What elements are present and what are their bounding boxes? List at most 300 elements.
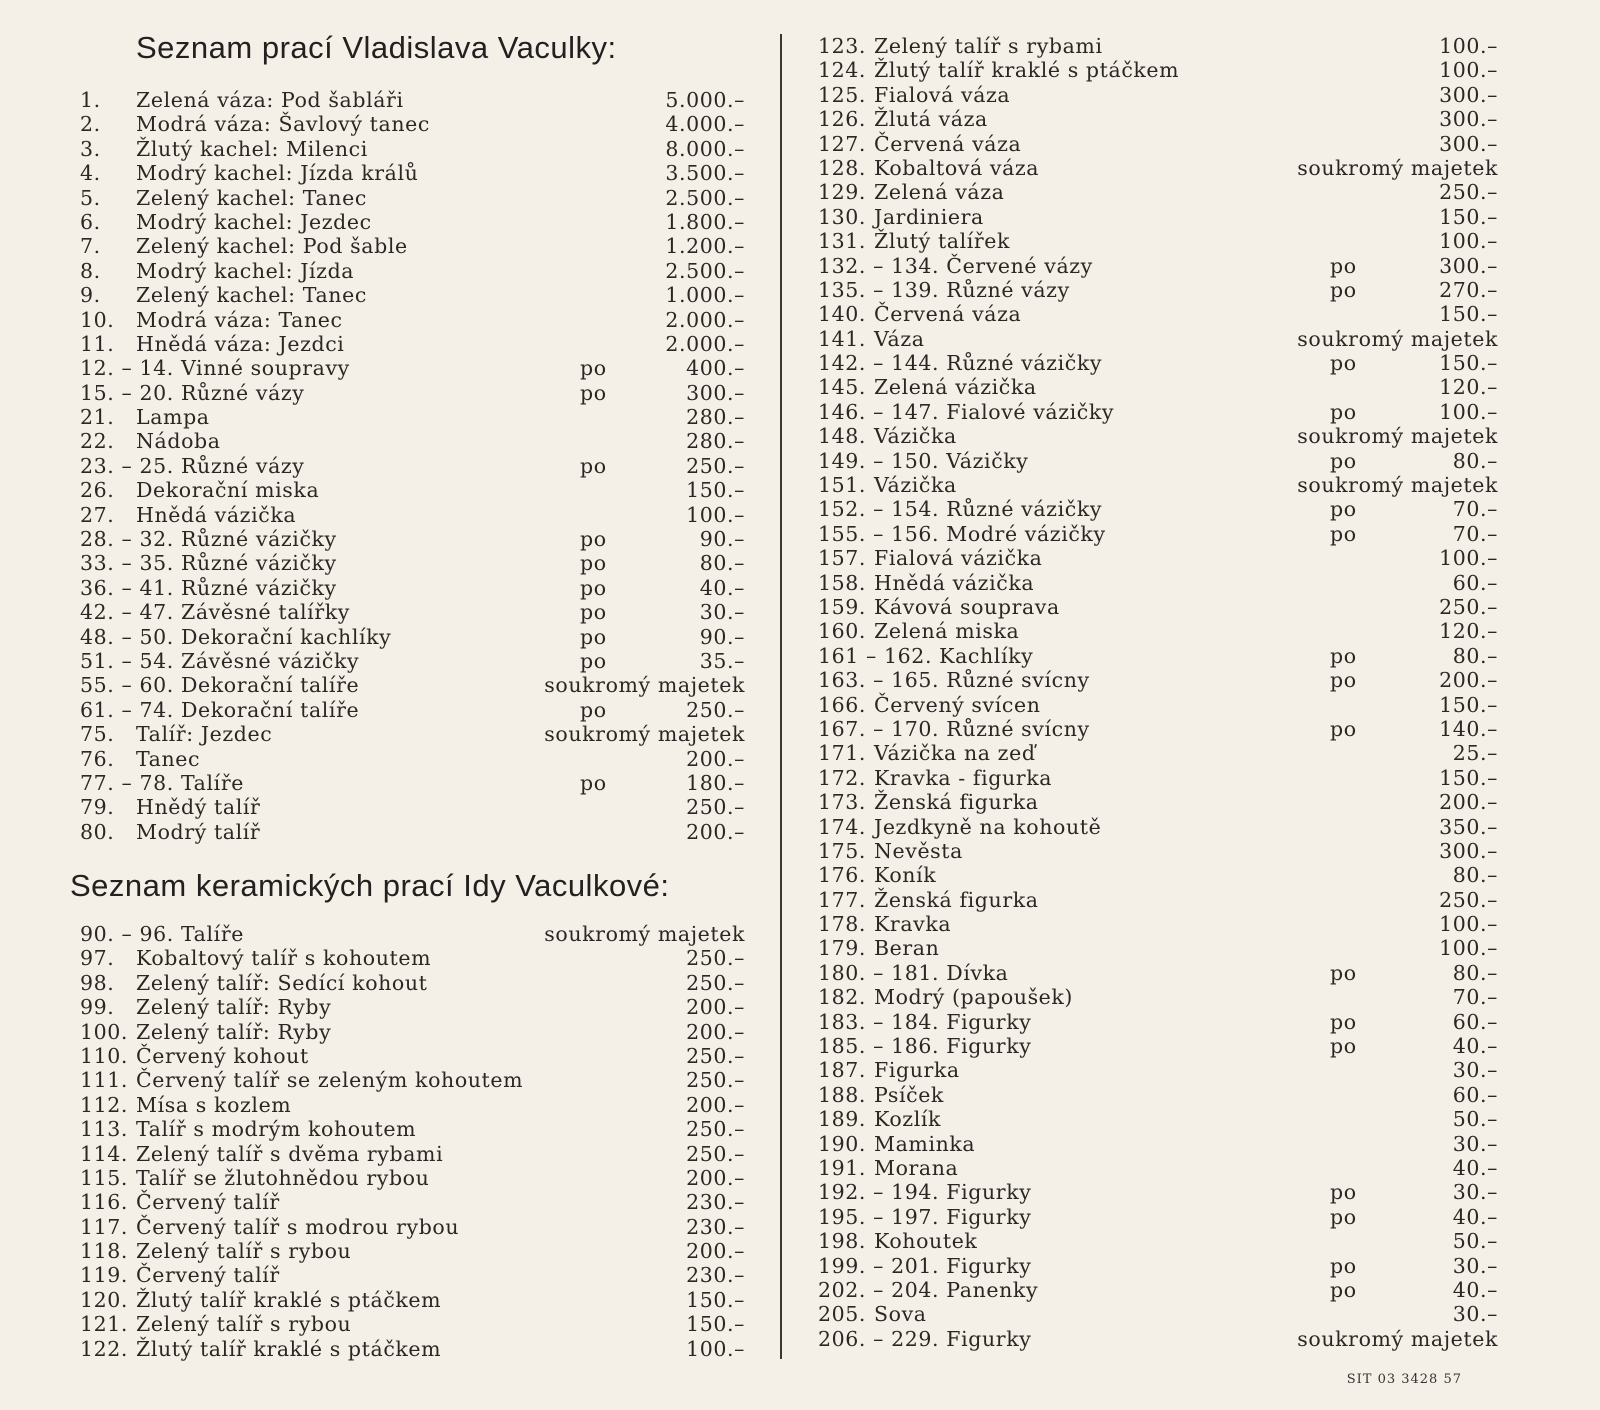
item-num: 145. bbox=[818, 375, 867, 400]
item-name: 152. – 154. Různé vázičky bbox=[818, 497, 1103, 522]
list-item bbox=[80, 332, 745, 356]
item-name: 23. – 25. Různé vázy bbox=[80, 453, 305, 478]
item-name: Žlutý talíř kraklé s ptáčkem bbox=[874, 58, 1180, 83]
item-name: 28. – 32. Různé vázičky bbox=[80, 527, 337, 552]
item-num: 125. bbox=[818, 82, 867, 107]
list-item bbox=[818, 1254, 1498, 1278]
item-price: 5.000.– bbox=[665, 88, 745, 112]
item-num: 100. bbox=[80, 1019, 129, 1044]
item-price: 250.– bbox=[686, 1043, 745, 1068]
list-item bbox=[80, 551, 745, 575]
item-num: 175. bbox=[818, 838, 867, 863]
item-price: 200.– bbox=[686, 995, 745, 1020]
item-price: 400.– bbox=[686, 356, 745, 381]
item-price: 40.– bbox=[1452, 1277, 1498, 1302]
item-num: 98. bbox=[80, 970, 115, 995]
item-name: 183. – 184. Figurky bbox=[818, 1009, 1032, 1034]
item-po: po bbox=[580, 575, 607, 600]
item-num: 166. bbox=[818, 692, 867, 717]
item-price: 80.– bbox=[1452, 960, 1498, 985]
item-num: 11. bbox=[80, 331, 115, 356]
item-name: 51. – 54. Závěsné vázičky bbox=[80, 648, 360, 673]
item-name: Zelená váza bbox=[874, 180, 1005, 205]
item-num: 131. bbox=[818, 229, 867, 254]
list-item bbox=[80, 137, 745, 161]
item-name: Váza bbox=[874, 326, 925, 351]
list-item bbox=[818, 1034, 1498, 1058]
item-num: 157. bbox=[818, 546, 867, 571]
item-num: 174. bbox=[818, 814, 867, 839]
item-price: 200.– bbox=[1439, 668, 1498, 693]
item-name: Červený talíř bbox=[136, 1263, 280, 1288]
list-item bbox=[818, 1327, 1498, 1351]
list-item bbox=[80, 381, 745, 405]
item-price: soukromý majetek bbox=[1297, 326, 1498, 351]
item-price: 50.– bbox=[1452, 1107, 1498, 1132]
item-po: po bbox=[580, 453, 607, 478]
list-item bbox=[818, 741, 1498, 765]
item-name: Ženská figurka bbox=[874, 887, 1039, 912]
item-price: 35.– bbox=[699, 648, 745, 673]
item-name: 77. – 78. Talíře bbox=[80, 770, 244, 795]
item-name: Kravka bbox=[874, 912, 952, 937]
list-item bbox=[818, 1083, 1498, 1107]
item-price: 25.– bbox=[1452, 741, 1498, 766]
item-name: Červený talíř s modrou rybou bbox=[136, 1214, 460, 1239]
item-name: Hnědá váza: Jezdci bbox=[136, 331, 345, 356]
item-price: 200.– bbox=[686, 746, 745, 771]
item-price: 120.– bbox=[1439, 619, 1498, 644]
item-po: po bbox=[1330, 351, 1357, 376]
item-price: 30.– bbox=[1452, 1180, 1498, 1205]
item-price: 250.– bbox=[686, 795, 745, 820]
list-item bbox=[80, 722, 745, 746]
item-price: 100.– bbox=[686, 502, 745, 527]
item-num: 121. bbox=[80, 1312, 129, 1337]
item-name: Fialová vázička bbox=[874, 546, 1043, 571]
item-num: 177. bbox=[818, 887, 867, 912]
item-name: 202. – 204. Panenky bbox=[818, 1277, 1039, 1302]
item-name: 132. – 134. Červené vázy bbox=[818, 253, 1093, 278]
item-po: po bbox=[1330, 521, 1357, 546]
item-name: Zelená miska bbox=[874, 619, 1020, 644]
item-num: 75. bbox=[80, 722, 115, 747]
item-name: Červená váza bbox=[874, 302, 1022, 327]
item-price: 2.000.– bbox=[665, 307, 745, 332]
item-name: 12. – 14. Vinné soupravy bbox=[80, 356, 350, 381]
list-item bbox=[80, 283, 745, 307]
item-num: 80. bbox=[80, 819, 115, 844]
item-name: Zelený kachel: Pod šable bbox=[136, 234, 408, 259]
item-price: 200.– bbox=[686, 819, 745, 844]
item-price: 200.– bbox=[686, 1092, 745, 1117]
item-price: 230.– bbox=[686, 1214, 745, 1239]
item-price: 250.– bbox=[686, 970, 745, 995]
item-price: 250.– bbox=[686, 697, 745, 722]
item-price: 200.– bbox=[686, 1239, 745, 1264]
item-price: soukromý majetek bbox=[1297, 424, 1498, 449]
item-num: 128. bbox=[818, 155, 867, 180]
item-price: 1.200.– bbox=[665, 234, 745, 259]
item-price: 150.– bbox=[686, 1287, 745, 1312]
item-price: 3.500.– bbox=[665, 161, 745, 186]
list-vaculka bbox=[80, 88, 745, 844]
list-item bbox=[818, 522, 1498, 546]
list-item bbox=[818, 327, 1498, 351]
item-name: Jezdkyně na kohoutě bbox=[874, 814, 1102, 839]
item-name: 185. – 186. Figurky bbox=[818, 1034, 1032, 1059]
list-item bbox=[818, 571, 1498, 595]
list-item bbox=[80, 771, 745, 795]
item-num: 9. bbox=[80, 283, 101, 308]
item-name: Zelený talíř s dvěma rybami bbox=[136, 1141, 444, 1166]
list-item bbox=[818, 839, 1498, 863]
item-name: 61. – 74. Dekorační talíře bbox=[80, 697, 360, 722]
item-name: Hnědý talíř bbox=[136, 795, 261, 820]
list-item bbox=[80, 971, 745, 995]
item-num: 172. bbox=[818, 765, 867, 790]
item-num: 123. bbox=[818, 34, 867, 58]
list-item bbox=[818, 302, 1498, 326]
item-price: 150.– bbox=[1439, 351, 1498, 376]
list-item bbox=[80, 1239, 745, 1263]
item-price: 60.– bbox=[1452, 1082, 1498, 1107]
item-price: 100.– bbox=[1439, 912, 1498, 937]
list-item bbox=[818, 34, 1498, 58]
list-item bbox=[80, 576, 745, 600]
item-po: po bbox=[1330, 668, 1357, 693]
item-name: 149. – 150. Vázičky bbox=[818, 448, 1029, 473]
item-name: Hnědá vázička bbox=[874, 570, 1035, 595]
list-item bbox=[818, 156, 1498, 180]
item-name: 33. – 35. Různé vázičky bbox=[80, 551, 337, 576]
item-num: 120. bbox=[80, 1287, 129, 1312]
list-item bbox=[80, 1093, 745, 1117]
item-price: 80.– bbox=[1452, 863, 1498, 888]
item-name: Fialová váza bbox=[874, 82, 1011, 107]
item-name: 36. – 41. Různé vázičky bbox=[80, 575, 337, 600]
item-price: 30.– bbox=[699, 600, 745, 625]
item-name: 180. – 181. Dívka bbox=[818, 960, 1009, 985]
item-po: po bbox=[580, 624, 607, 649]
item-name: 135. – 139. Různé vázy bbox=[818, 277, 1070, 302]
item-price: 250.– bbox=[1439, 594, 1498, 619]
item-price: 150.– bbox=[1439, 302, 1498, 327]
item-price: 30.– bbox=[1452, 1253, 1498, 1278]
item-name: Žlutý talíř kraklé s ptáčkem bbox=[136, 1336, 442, 1361]
item-price: soukromý majetek bbox=[1297, 1326, 1498, 1351]
list-item bbox=[80, 429, 745, 453]
item-price: 1.800.– bbox=[665, 209, 745, 234]
item-price: 300.– bbox=[686, 380, 745, 405]
item-price: 100.– bbox=[1439, 399, 1498, 424]
list-item bbox=[80, 88, 745, 112]
item-name: Hnědá vázička bbox=[136, 502, 297, 527]
list-item bbox=[80, 478, 745, 502]
item-price: 150.– bbox=[686, 478, 745, 503]
item-num: 189. bbox=[818, 1107, 867, 1132]
item-name: Vázička na zeď bbox=[874, 741, 1036, 766]
item-price: soukromý majetek bbox=[1297, 155, 1498, 180]
list-item bbox=[818, 278, 1498, 302]
item-num: 151. bbox=[818, 473, 867, 498]
item-po: po bbox=[1330, 1034, 1357, 1059]
item-num: 124. bbox=[818, 58, 867, 83]
item-name: Dekorační miska bbox=[136, 478, 320, 503]
list-item bbox=[80, 527, 745, 551]
item-price: soukromý majetek bbox=[544, 922, 745, 946]
list-item bbox=[818, 351, 1498, 375]
item-po: po bbox=[1330, 1180, 1357, 1205]
item-price: 180.– bbox=[686, 770, 745, 795]
item-num: 26. bbox=[80, 478, 115, 503]
item-price: 2.500.– bbox=[665, 258, 745, 283]
list-item bbox=[818, 83, 1498, 107]
list-item bbox=[80, 210, 745, 234]
item-price: 80.– bbox=[699, 551, 745, 576]
list-item bbox=[818, 790, 1498, 814]
list-item bbox=[818, 497, 1498, 521]
item-price: 250.– bbox=[686, 1068, 745, 1093]
list-item bbox=[818, 205, 1498, 229]
item-name: Zelený talíř: Ryby bbox=[136, 995, 332, 1020]
list-item bbox=[818, 1278, 1498, 1302]
list-item bbox=[80, 747, 745, 771]
item-price: 100.– bbox=[1439, 546, 1498, 571]
list-item bbox=[818, 449, 1498, 473]
item-name: Zelený talíř: Sedící kohout bbox=[136, 970, 428, 995]
item-num: 171. bbox=[818, 741, 867, 766]
item-name: Modrá váza: Šavlový tanec bbox=[136, 112, 430, 137]
item-num: 117. bbox=[80, 1214, 129, 1239]
item-name: Kávová souprava bbox=[874, 594, 1060, 619]
list-item bbox=[818, 619, 1498, 643]
item-name: Kravka - figurka bbox=[874, 765, 1053, 790]
item-price: 120.– bbox=[1439, 375, 1498, 400]
item-price: 90.– bbox=[699, 527, 745, 552]
item-name: Talíř se žlutohnědou rybou bbox=[136, 1165, 430, 1190]
item-po: po bbox=[1330, 643, 1357, 668]
item-name: Žlutá váza bbox=[874, 107, 988, 132]
list-item bbox=[818, 180, 1498, 204]
item-name: Zelená vázička bbox=[874, 375, 1037, 400]
list-item bbox=[818, 1156, 1498, 1180]
item-name: 161 – 162. Kachlíky bbox=[818, 643, 1034, 668]
item-name: 206. – 229. Figurky bbox=[818, 1326, 1032, 1351]
item-name: Beran bbox=[874, 936, 940, 961]
list-item bbox=[818, 693, 1498, 717]
item-po: po bbox=[1330, 277, 1357, 302]
list-item bbox=[818, 1058, 1498, 1082]
footer-code: SIT 03 3428 57 bbox=[1346, 1372, 1462, 1387]
list-item bbox=[818, 961, 1498, 985]
item-num: 21. bbox=[80, 405, 115, 430]
list-item bbox=[818, 473, 1498, 497]
item-po: po bbox=[580, 551, 607, 576]
item-name: Zelený talíř: Ryby bbox=[136, 1019, 332, 1044]
list-item bbox=[818, 1107, 1498, 1131]
list-item bbox=[80, 1288, 745, 1312]
item-po: po bbox=[580, 600, 607, 625]
item-name: Žlutý kachel: Milenci bbox=[136, 136, 368, 161]
list-item bbox=[818, 936, 1498, 960]
list-item bbox=[818, 400, 1498, 424]
item-num: 122. bbox=[80, 1336, 129, 1361]
item-price: 250.– bbox=[686, 453, 745, 478]
list-item bbox=[818, 668, 1498, 692]
item-num: 127. bbox=[818, 131, 867, 156]
item-po: po bbox=[580, 380, 607, 405]
list-item bbox=[80, 922, 745, 946]
item-price: 60.– bbox=[1452, 1009, 1498, 1034]
item-price: 4.000.– bbox=[665, 112, 745, 137]
list-item bbox=[80, 698, 745, 722]
item-name: Tanec bbox=[136, 746, 201, 771]
item-num: 8. bbox=[80, 258, 101, 283]
item-price: 140.– bbox=[1439, 716, 1498, 741]
item-name: Kohoutek bbox=[874, 1229, 978, 1254]
item-num: 5. bbox=[80, 185, 101, 210]
item-name: Žlutý talíř kraklé s ptáčkem bbox=[136, 1287, 442, 1312]
item-price: 270.– bbox=[1439, 277, 1498, 302]
item-price: soukromý majetek bbox=[544, 722, 745, 747]
item-price: 60.– bbox=[1452, 570, 1498, 595]
item-num: 176. bbox=[818, 863, 867, 888]
item-num: 190. bbox=[818, 1131, 867, 1156]
item-price: 2.000.– bbox=[665, 331, 745, 356]
item-num: 191. bbox=[818, 1155, 867, 1180]
item-num: 160. bbox=[818, 619, 867, 644]
item-po: po bbox=[580, 527, 607, 552]
list-item bbox=[80, 356, 745, 380]
item-price: 100.– bbox=[1439, 936, 1498, 961]
list-item bbox=[818, 863, 1498, 887]
item-po: po bbox=[580, 697, 607, 722]
item-num: 1. bbox=[80, 88, 101, 112]
item-name: Zelený talíř s rybou bbox=[136, 1239, 352, 1264]
item-name: Modrý kachel: Jezdec bbox=[136, 209, 372, 234]
item-name: Zelená váza: Pod šabláři bbox=[136, 88, 404, 112]
item-name: 199. – 201. Figurky bbox=[818, 1253, 1032, 1278]
item-name: 192. – 194. Figurky bbox=[818, 1180, 1032, 1205]
item-name: Kozlík bbox=[874, 1107, 942, 1132]
item-num: 79. bbox=[80, 795, 115, 820]
item-name: Modrý kachel: Jízda králů bbox=[136, 161, 419, 186]
item-price: 300.– bbox=[1439, 107, 1498, 132]
item-price: 40.– bbox=[1452, 1155, 1498, 1180]
item-name: Koník bbox=[874, 863, 937, 888]
list-item bbox=[818, 58, 1498, 82]
item-num: 114. bbox=[80, 1141, 129, 1166]
item-price: 250.– bbox=[686, 1141, 745, 1166]
list-item bbox=[818, 595, 1498, 619]
item-num: 6. bbox=[80, 209, 101, 234]
list-item bbox=[80, 112, 745, 136]
item-price: 300.– bbox=[1439, 838, 1498, 863]
item-price: 40.– bbox=[1452, 1034, 1498, 1059]
list-item bbox=[818, 1010, 1498, 1034]
item-price: 70.– bbox=[1452, 497, 1498, 522]
item-price: 40.– bbox=[699, 575, 745, 600]
list-item bbox=[80, 259, 745, 283]
item-po: po bbox=[1330, 253, 1357, 278]
item-num: 140. bbox=[818, 302, 867, 327]
item-name: Vázička bbox=[874, 473, 957, 498]
item-name: Mísa s kozlem bbox=[136, 1092, 292, 1117]
item-num: 4. bbox=[80, 161, 101, 186]
list-item bbox=[818, 229, 1498, 253]
item-name: Modrý kachel: Jízda bbox=[136, 258, 355, 283]
item-num: 10. bbox=[80, 307, 115, 332]
item-price: soukromý majetek bbox=[544, 673, 745, 698]
item-price: 30.– bbox=[1452, 1058, 1498, 1083]
item-name: Červená váza bbox=[874, 131, 1022, 156]
item-name: 42. – 47. Závěsné talířky bbox=[80, 600, 350, 625]
item-num: 97. bbox=[80, 946, 115, 971]
list-item bbox=[818, 1180, 1498, 1204]
list-item bbox=[80, 1215, 745, 1239]
item-name: Červený talíř se zeleným kohoutem bbox=[136, 1068, 524, 1093]
item-name: Jardiniera bbox=[874, 204, 984, 229]
list-item bbox=[80, 1312, 745, 1336]
item-name: 55. – 60. Dekorační talíře bbox=[80, 673, 360, 698]
list-item bbox=[818, 1302, 1498, 1326]
item-price: 40.– bbox=[1452, 1204, 1498, 1229]
item-num: 7. bbox=[80, 234, 101, 259]
item-price: 300.– bbox=[1439, 82, 1498, 107]
item-num: 130. bbox=[818, 204, 867, 229]
list-item bbox=[80, 503, 745, 527]
list-item bbox=[80, 1117, 745, 1141]
item-price: 350.– bbox=[1439, 814, 1498, 839]
list-item bbox=[818, 1132, 1498, 1156]
heading-vaculkova: Seznam keramických prací Idy Vaculkové: bbox=[70, 868, 670, 903]
item-num: 110. bbox=[80, 1043, 129, 1068]
list-item bbox=[80, 1190, 745, 1214]
list-item bbox=[80, 1142, 745, 1166]
item-price: 150.– bbox=[1439, 692, 1498, 717]
item-po: po bbox=[580, 770, 607, 795]
item-num: 187. bbox=[818, 1058, 867, 1083]
item-num: 27. bbox=[80, 502, 115, 527]
item-price: 100.– bbox=[686, 1336, 745, 1361]
item-price: 200.– bbox=[686, 1019, 745, 1044]
item-name: 142. – 144. Různé vázičky bbox=[818, 351, 1103, 376]
item-po: po bbox=[1330, 716, 1357, 741]
list-item bbox=[80, 1263, 745, 1287]
item-price: 150.– bbox=[1439, 765, 1498, 790]
item-name: Figurka bbox=[874, 1058, 960, 1083]
item-name: Talíř: Jezdec bbox=[136, 722, 273, 747]
list-item bbox=[80, 673, 745, 697]
item-po: po bbox=[1330, 497, 1357, 522]
item-name: 195. – 197. Figurky bbox=[818, 1204, 1032, 1229]
item-num: 178. bbox=[818, 912, 867, 937]
list-item bbox=[80, 649, 745, 673]
item-po: po bbox=[1330, 1204, 1357, 1229]
item-name: 167. – 170. Různé svícny bbox=[818, 716, 1090, 741]
list-item bbox=[818, 985, 1498, 1009]
item-num: 99. bbox=[80, 995, 115, 1020]
list-item bbox=[818, 424, 1498, 448]
list-item bbox=[80, 405, 745, 429]
item-name: 155. – 156. Modré vázičky bbox=[818, 521, 1106, 546]
item-price: 50.– bbox=[1452, 1229, 1498, 1254]
list-item bbox=[80, 1068, 745, 1092]
item-num: 126. bbox=[818, 107, 867, 132]
item-price: 2.500.– bbox=[665, 185, 745, 210]
list-item bbox=[80, 1044, 745, 1068]
